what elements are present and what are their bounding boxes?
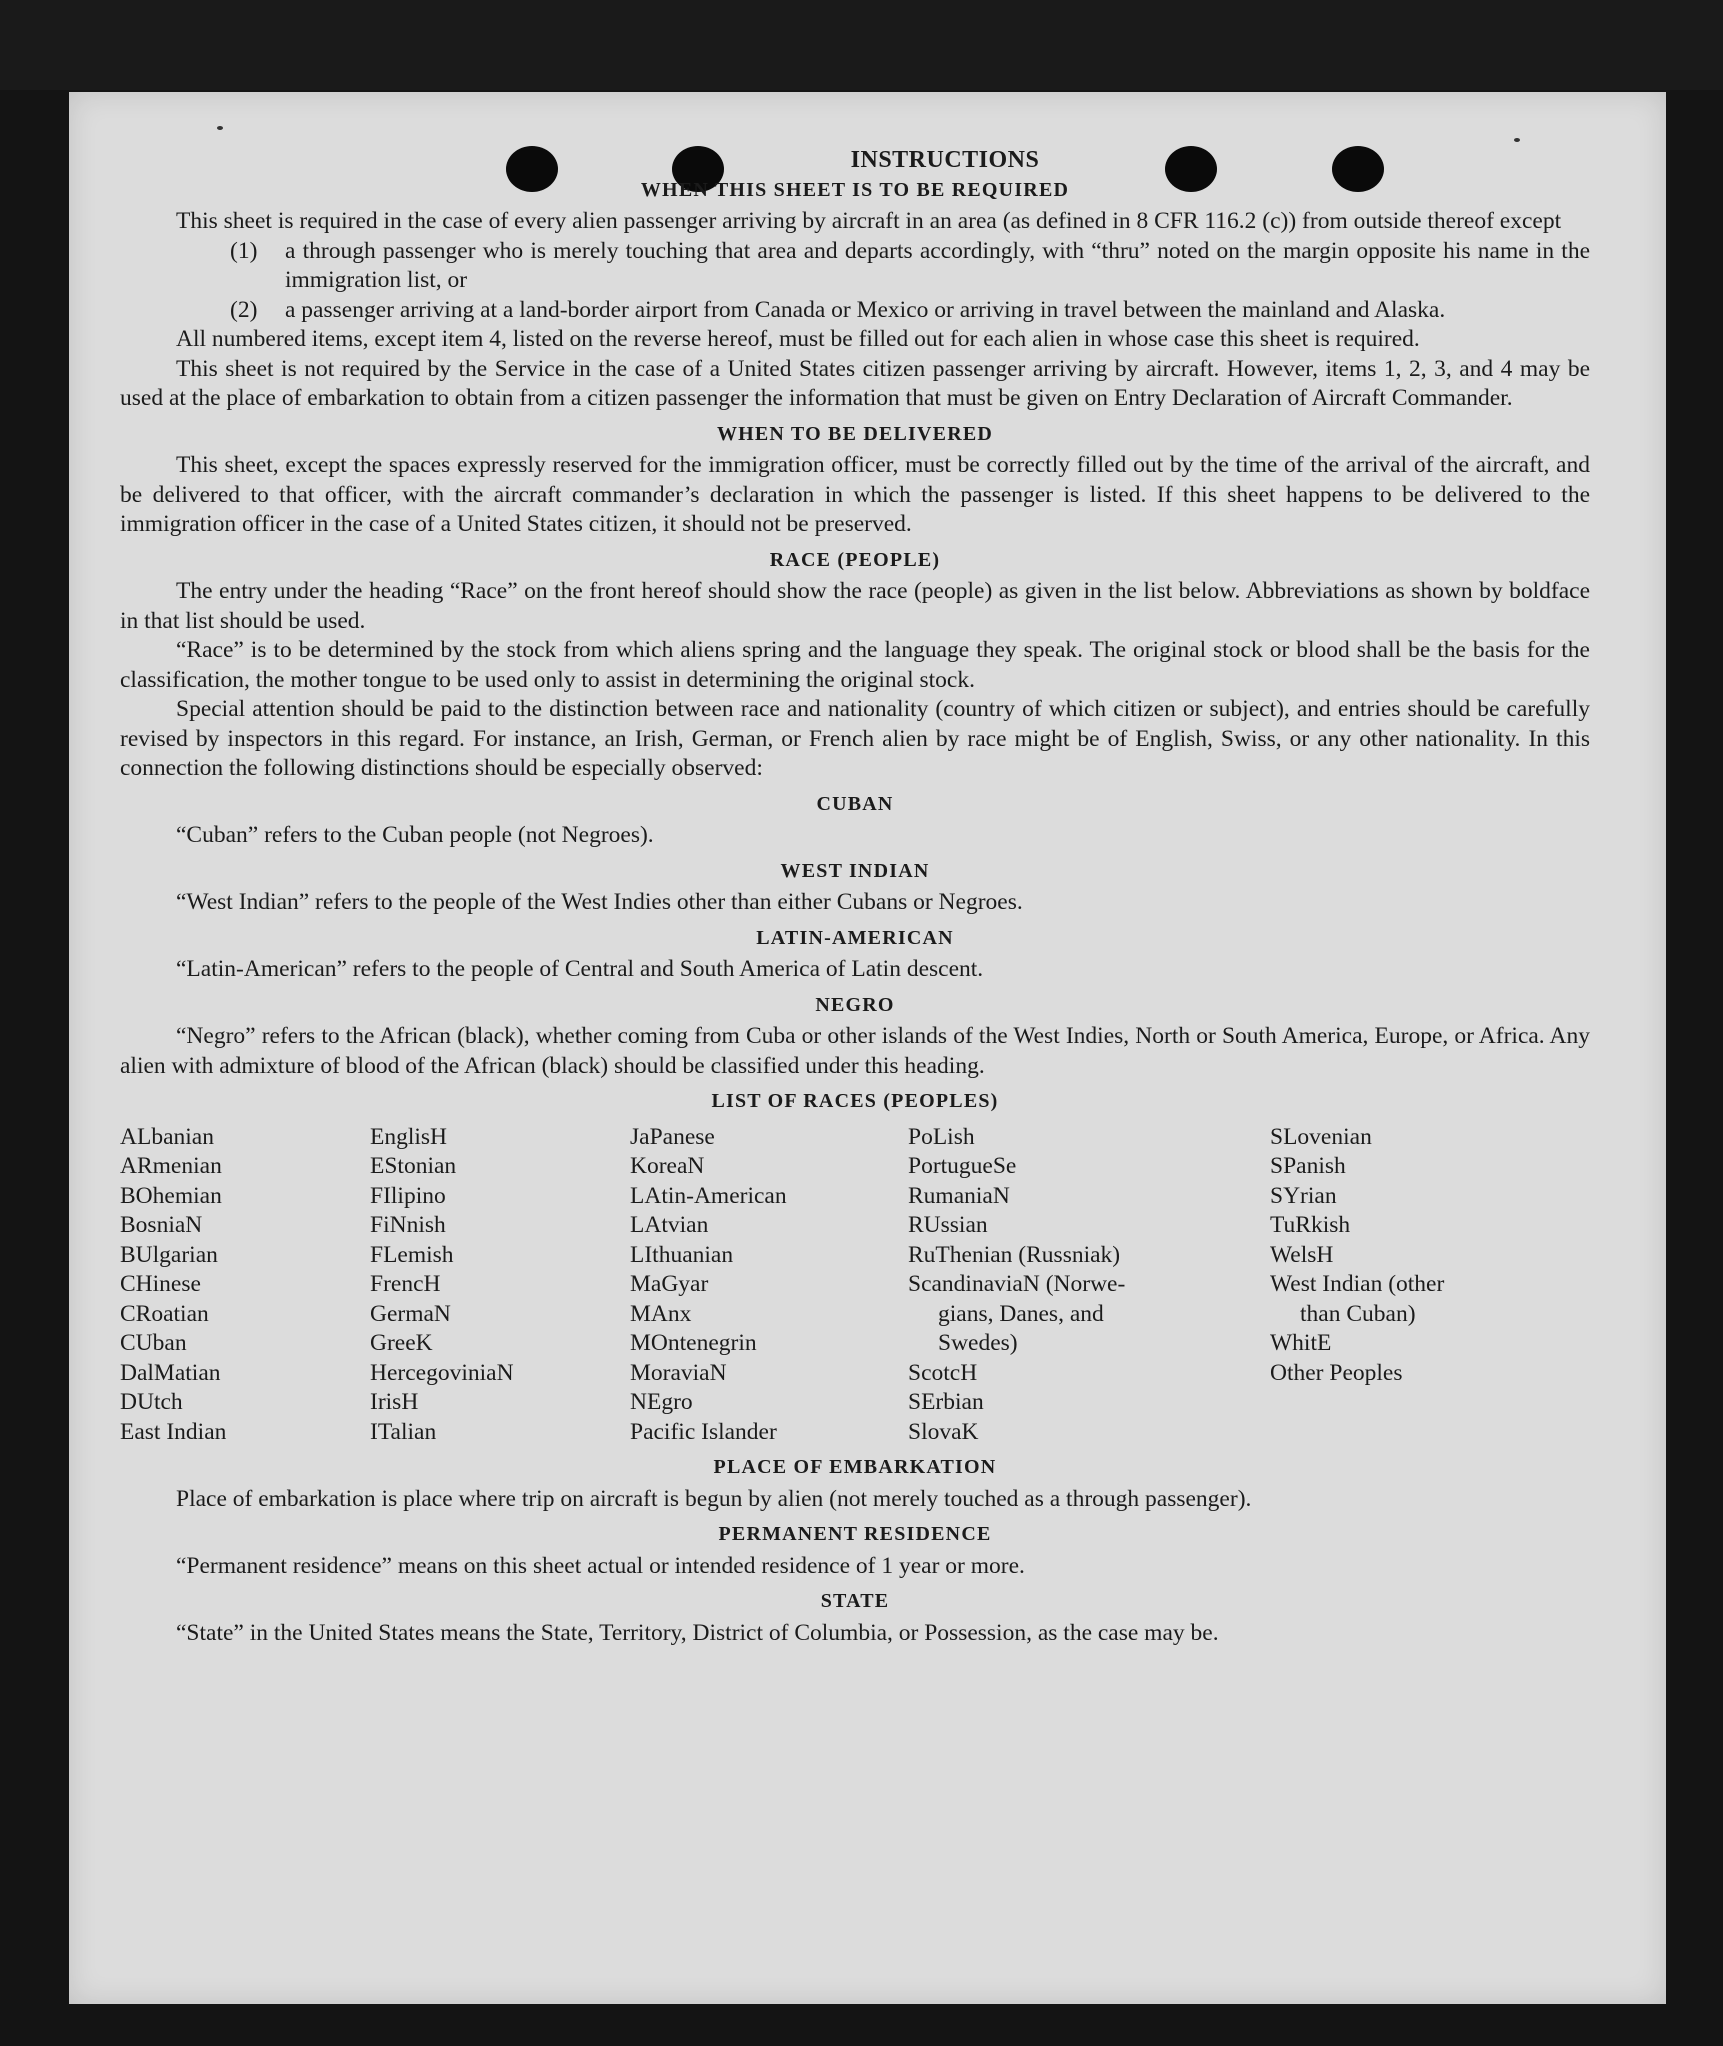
race-entry: MAnx bbox=[630, 1300, 692, 1327]
race-entry: SlovaK bbox=[908, 1418, 979, 1445]
item-text: a passenger arriving at a land-border airport from Canada or Mexico or arriving in travel between the mainland and Alaska. bbox=[285, 296, 1446, 323]
race-column bbox=[370, 1123, 630, 1448]
item-number: (1) bbox=[230, 237, 258, 264]
race-entry: JaPanese bbox=[630, 1123, 715, 1150]
paragraph: “Latin-American” refers to the people of Central and South America of Latin descent. bbox=[176, 956, 984, 982]
section-heading-cuban: CUBAN bbox=[816, 792, 894, 815]
race-entry: GreeK bbox=[370, 1330, 433, 1356]
paragraph: Special attention should be paid to the distinction between race and nationality (country of which citizen or subject), and entries should be carefully revised by inspectors in this regard. For instance, an Irish, German, or French alien by race might be of English, Swiss, or any other nationality. In this connection the following distinctions should be especially observed: bbox=[120, 696, 1590, 781]
race-column bbox=[1270, 1123, 1535, 1448]
race-entry: RUssian bbox=[908, 1212, 988, 1238]
race-entry: WhitE bbox=[1270, 1330, 1332, 1356]
race-entry: FiNnish bbox=[370, 1212, 446, 1238]
race-entry: East Indian bbox=[120, 1418, 227, 1445]
race-entry: MoraviaN bbox=[630, 1359, 727, 1386]
race-entry: PortugueSe bbox=[908, 1153, 1017, 1179]
race-entry: IrisH bbox=[370, 1389, 419, 1415]
race-entry: SPanish bbox=[1270, 1153, 1346, 1179]
paragraph: “Cuban” refers to the Cuban people (not Negroes). bbox=[176, 822, 654, 848]
race-entry: DalMatian bbox=[120, 1359, 221, 1386]
race-entry: GermaN bbox=[370, 1300, 451, 1327]
section-heading-place-of-embarkation: PLACE OF EMBARKATION bbox=[713, 1456, 997, 1478]
paragraph: “Negro” refers to the African (black), whether coming from Cuba or other islands of the West Indies, North or South America, Europe, or Africa. Any alien with admixture of blood of the African (black) should be classified under this heading. bbox=[120, 1023, 1590, 1079]
race-entry: KoreaN bbox=[630, 1153, 705, 1179]
race-entry: ALbanian bbox=[120, 1123, 214, 1150]
scan-speck bbox=[1514, 138, 1520, 142]
race-entry: LIthuanian bbox=[630, 1241, 734, 1268]
race-entry: MaGyar bbox=[630, 1271, 709, 1297]
section-heading-when-required: WHEN THIS SHEET IS TO BE REQUIRED bbox=[640, 178, 1070, 201]
race-entry: than Cuban) bbox=[1300, 1300, 1416, 1327]
paragraph: All numbered items, except item 4, listed on the reverse hereof, must be filled out for each alien in whose case this sheet is required. bbox=[176, 326, 1420, 352]
race-entry: EStonian bbox=[370, 1153, 457, 1179]
race-entry: SLovenian bbox=[1270, 1123, 1372, 1150]
race-entry: FIlipino bbox=[370, 1182, 446, 1209]
race-entry: BosniaN bbox=[120, 1212, 203, 1238]
race-entry: TuRkish bbox=[1270, 1212, 1351, 1238]
instructions-content bbox=[120, 146, 1590, 1648]
scan-background bbox=[0, 0, 1723, 90]
section-heading-negro: NEGRO bbox=[815, 993, 895, 1016]
race-entry: Pacific Islander bbox=[630, 1418, 777, 1445]
section-heading-list-of-races: LIST OF RACES (PEOPLES) bbox=[711, 1090, 999, 1112]
race-entry: EnglisH bbox=[370, 1123, 448, 1150]
section-heading-state: STATE bbox=[820, 1590, 890, 1612]
race-entry: BUlgarian bbox=[120, 1241, 218, 1268]
list-item bbox=[230, 296, 1590, 326]
race-entry: RuThenian (Russniak) bbox=[908, 1241, 1121, 1268]
paragraph: “State” in the United States means the State, Territory, District of Columbia, or Possession, as the case may be. bbox=[176, 1619, 1219, 1646]
page-title: INSTRUCTIONS bbox=[850, 147, 1040, 173]
race-entry: PoLish bbox=[908, 1123, 975, 1150]
section-heading-when-delivered: WHEN TO BE DELIVERED bbox=[716, 422, 994, 445]
race-list bbox=[120, 1123, 1590, 1448]
race-entry: MOntenegrin bbox=[630, 1330, 757, 1356]
race-entry: DUtch bbox=[120, 1389, 183, 1415]
race-entry: CHinese bbox=[120, 1271, 201, 1297]
race-column bbox=[630, 1123, 908, 1448]
race-entry: RumaniaN bbox=[908, 1182, 1010, 1209]
race-entry: SYrian bbox=[1270, 1182, 1337, 1209]
section-heading-permanent-residence: PERMANENT RESIDENCE bbox=[718, 1523, 992, 1545]
paragraph: This sheet, except the spaces expressly reserved for the immigration officer, must be correctly filled out by the time of the arrival of the aircraft, and be delivered to that officer, with the aircraft commander’s declaration in which the passenger is listed. If this sheet happens to be delivered to the immigration officer in the case of a United States citizen, it should not be preserved. bbox=[120, 452, 1590, 537]
race-entry: ARmenian bbox=[120, 1153, 222, 1179]
race-entry: ITalian bbox=[370, 1418, 437, 1445]
race-entry: WelsH bbox=[1270, 1241, 1334, 1268]
race-entry: ScotcH bbox=[908, 1359, 978, 1386]
item-number: (2) bbox=[230, 296, 258, 323]
list-item bbox=[230, 237, 1590, 296]
race-entry: gians, Danes, and bbox=[938, 1300, 1104, 1327]
paragraph: Place of embarkation is place where trip on aircraft is begun by alien (not merely touched as a through passenger). bbox=[176, 1485, 1252, 1512]
race-entry: HercegoviniaN bbox=[370, 1359, 514, 1386]
section-heading-latin-american: LATIN-AMERICAN bbox=[756, 926, 954, 949]
race-entry: BOhemian bbox=[120, 1182, 222, 1209]
race-column bbox=[120, 1123, 370, 1448]
race-entry: SErbian bbox=[908, 1389, 984, 1415]
race-entry: NEgro bbox=[630, 1389, 693, 1415]
race-entry: CRoatian bbox=[120, 1300, 209, 1327]
race-entry: West Indian (other bbox=[1270, 1271, 1445, 1297]
race-entry: LAtvian bbox=[630, 1212, 709, 1238]
race-entry: LAtin-American bbox=[630, 1182, 787, 1209]
race-entry: FrencH bbox=[370, 1271, 441, 1297]
section-heading-race: RACE (PEOPLE) bbox=[769, 548, 941, 571]
race-entry: Other Peoples bbox=[1270, 1359, 1403, 1386]
paragraph: This sheet is required in the case of every alien passenger arriving by aircraft in an area (as defined in 8 CFR 116.2 (c)) from outside thereof except bbox=[176, 208, 1562, 234]
race-entry: Swedes) bbox=[938, 1330, 1018, 1356]
race-entry: CUban bbox=[120, 1330, 187, 1356]
race-column bbox=[908, 1123, 1270, 1448]
paragraph: This sheet is not required by the Service in the case of a United States citizen passenger arriving by aircraft. However, items 1, 2, 3, and 4 may be used at the place of embarkation to obtain from a citizen passenger the information that must be given on Entry Declaration of Aircraft Commander. bbox=[120, 355, 1590, 411]
section-heading-west-indian: WEST INDIAN bbox=[780, 859, 930, 882]
race-entry: FLemish bbox=[370, 1241, 454, 1268]
item-text: a through passenger who is merely touching that area and departs accordingly, with “thru” noted on the margin opposite his name in the immigration list, or bbox=[285, 237, 1590, 293]
paragraph: “West Indian” refers to the people of the West Indies other than either Cubans or Negroes. bbox=[176, 889, 1023, 915]
paragraph: “Permanent residence” means on this sheet actual or intended residence of 1 year or more. bbox=[176, 1552, 1025, 1579]
race-entry: ScandinaviaN (Norwe- bbox=[908, 1271, 1126, 1297]
paragraph: “Race” is to be determined by the stock from which aliens spring and the language they speak. The original stock or blood shall be the basis for the classification, the mother tongue to be used only to assist in determining the original stock. bbox=[120, 637, 1590, 693]
scan-speck bbox=[217, 126, 223, 130]
paragraph: The entry under the heading “Race” on the front hereof should show the race (people) as given in the list below. Abbreviations as shown by boldface in that list should be used. bbox=[120, 578, 1590, 634]
